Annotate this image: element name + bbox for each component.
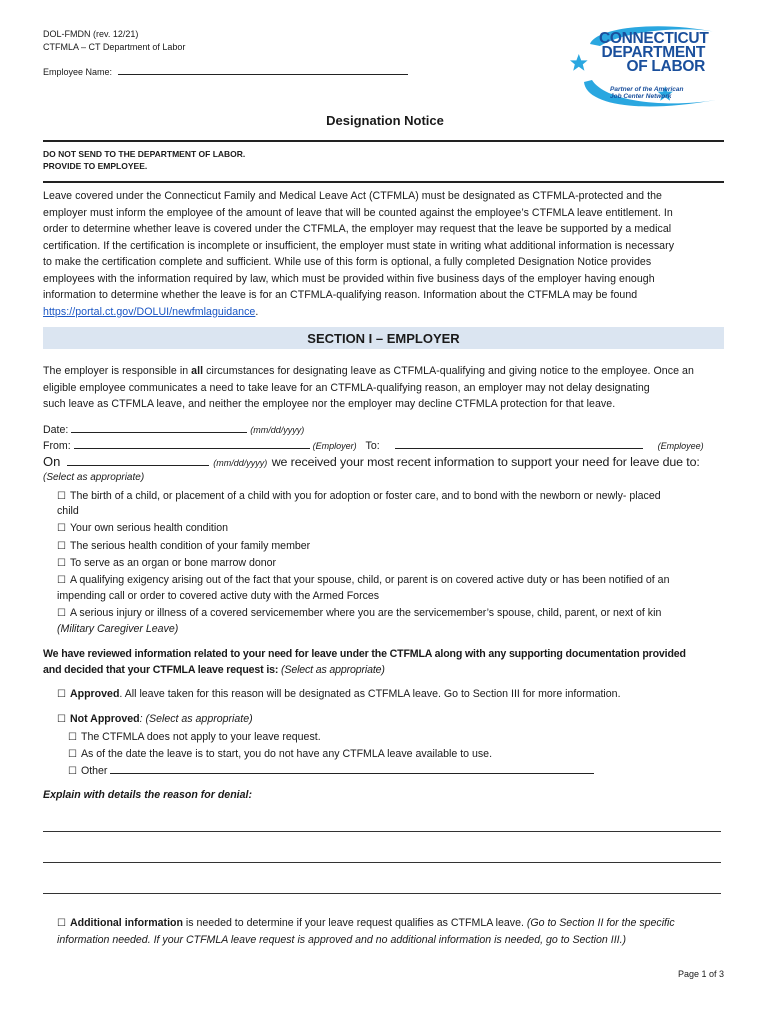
checkbox-icon[interactable]: ☐: [68, 766, 77, 777]
intro-line: employer must inform the employee of the amount of leave that will be counted against the employee’s CTFMLA leave entitlement. In: [43, 206, 673, 219]
section-1-heading: SECTION I – EMPLOYER: [307, 331, 460, 346]
para-emphasis: all: [191, 365, 204, 377]
reason-own-health[interactable]: [57, 520, 228, 537]
reason-continuation: (Military Caregiver Leave): [57, 623, 179, 635]
logo-line-2: DEPARTMENT: [601, 44, 705, 61]
reason-organ-donor[interactable]: [57, 555, 276, 572]
date-row: [43, 422, 304, 436]
denial-option-no-leave[interactable]: [68, 746, 492, 763]
other-reason-field[interactable]: [110, 763, 594, 774]
to-label: To:: [365, 440, 380, 452]
checkbox-icon[interactable]: ☐: [68, 732, 77, 743]
additional-hint: information needed. If your CTFMLA leave request is approved and no additional information is needed, go to Section III.): [57, 934, 627, 946]
intro-paragraph: [43, 188, 727, 320]
link-suffix: .: [255, 305, 259, 318]
reason-label: Your own serious health condition: [69, 522, 229, 534]
para-text: circumstances for designating leave as CTFMLA-qualifying and giving notice to the employee. Once an: [203, 365, 694, 377]
reason-label: The serious health condition of your family member: [69, 540, 311, 552]
additional-text: is needed to determine if your leave request qualifies as CTFMLA leave.: [182, 917, 527, 929]
top-divider: [43, 140, 724, 142]
checkbox-icon[interactable]: ☐: [57, 558, 66, 569]
from-label: From:: [43, 440, 71, 452]
intro-line: employees with the information required by law, which must be provided within five business days of the employer having enough: [43, 272, 655, 285]
employee-name-row: [43, 66, 408, 78]
approved-label: Approved: [69, 688, 120, 700]
checkbox-icon[interactable]: ☐: [57, 523, 66, 534]
checkbox-icon[interactable]: ☐: [57, 541, 66, 552]
reason-continuation: impending call or order to covered active duty with the Armed Forces: [57, 590, 380, 602]
review-line: and decided that your CTFMLA leave request is:: [43, 664, 279, 676]
denial-line-2[interactable]: [43, 862, 721, 863]
intro-line: information to determine whether the leave is for an CTFMLA-qualifying reason. Information about the CTFMLA may be found: [43, 289, 638, 301]
checkbox-icon[interactable]: ☐: [57, 491, 66, 502]
checkbox-icon[interactable]: ☐: [68, 749, 77, 760]
denial-option-label: As of the date the leave is to start, you do not have any CTFMLA leave available to use.: [80, 748, 493, 760]
approved-text: . All leave taken for this reason will be designated as CTFMLA leave. Go to Section III for more information.: [119, 688, 621, 700]
employee-hint: (Employee): [657, 441, 704, 451]
intro-line: to make the certification complete and sufficient. While use of this form is optional, a fully completed Designation Notice provides: [43, 256, 652, 268]
additional-label: Additional information: [69, 917, 183, 929]
denial-option-not-apply[interactable]: [68, 729, 321, 746]
ct-dol-logo: [566, 22, 726, 112]
not-approved-label: Not Approved: [69, 713, 140, 725]
review-line: We have reviewed information related to your need for leave under the CTFMLA along with any supporting documentation provided: [43, 648, 686, 660]
logo-line-3: OF LABOR: [626, 58, 705, 75]
intro-line: order to determine whether leave is covered under the CTFMLA, the employer may request that the leave be supported by a medical: [43, 223, 672, 235]
denial-option-label: Other: [80, 765, 108, 777]
on-date-hint: (mm/dd/yyyy): [213, 458, 268, 468]
checkbox-icon[interactable]: ☐: [57, 714, 66, 725]
reason-continuation: child: [57, 505, 79, 517]
reason-exigency[interactable]: [57, 572, 669, 589]
para-line: such leave as CTFMLA leave, and neither the employee nor the employer may decline CTFMLA protection for that leave.: [43, 398, 616, 410]
denial-line-1[interactable]: [43, 831, 721, 832]
on-text: we received your most recent information to support your need for leave due to:: [271, 455, 700, 469]
logo-line-1: CONNECTICUT: [599, 30, 709, 47]
checkbox-icon[interactable]: ☐: [57, 608, 66, 619]
logo-tagline-2: Job Center Network: [610, 93, 672, 100]
denial-option-label: The CTFMLA does not apply to your leave request.: [80, 731, 321, 743]
notice-line-1: DO NOT SEND TO THE DEPARTMENT OF LABOR.: [43, 149, 246, 159]
reason-family-health[interactable]: [57, 538, 310, 555]
intro-line: certification. If the certification is incomplete or insufficient, the employer must state in writing what additional information is necessary: [43, 239, 675, 252]
reason-servicemember[interactable]: [57, 605, 661, 622]
date-hint: (mm/dd/yyyy): [250, 425, 305, 435]
not-approved-option[interactable]: [57, 711, 253, 728]
notice-line-2: PROVIDE TO EMPLOYEE.: [43, 161, 148, 171]
page-title: Designation Notice: [326, 113, 444, 128]
denial-label: Explain with details the reason for denial:: [43, 789, 252, 801]
notice-block: [43, 148, 245, 172]
additional-hint: (Go to Section II for the specific: [526, 917, 675, 929]
checkbox-icon[interactable]: ☐: [57, 689, 66, 700]
additional-info-option[interactable]: [57, 915, 675, 948]
denial-option-other[interactable]: [68, 763, 594, 780]
agency-line: CTFMLA – CT Department of Labor: [43, 42, 186, 52]
page-number: Page 1 of 3: [678, 969, 725, 979]
date-field[interactable]: [71, 422, 247, 433]
checkbox-icon[interactable]: ☐: [57, 918, 66, 929]
section-1-paragraph: [43, 363, 727, 413]
approved-option[interactable]: [57, 686, 621, 703]
intro-line: Leave covered under the Connecticut Family and Medical Leave Act (CTFMLA) must be designated as CTFMLA-protected and the: [43, 190, 662, 202]
reason-label: A qualifying exigency arising out of the fact that your spouse, child, or parent is on covered active duty or has been notified of an: [69, 574, 670, 586]
review-statement: [43, 646, 686, 678]
employer-hint: (Employer): [312, 441, 357, 451]
employer-field[interactable]: [74, 438, 310, 449]
employee-field[interactable]: [395, 438, 643, 449]
from-to-row: [43, 438, 727, 452]
review-hint: (Select as appropriate): [281, 664, 385, 676]
section-1-band: [43, 327, 724, 349]
notice-divider: [43, 181, 724, 183]
para-text: The employer is responsible in: [43, 365, 192, 377]
checkbox-icon[interactable]: ☐: [57, 575, 66, 586]
guidance-link[interactable]: https://portal.ct.gov/DOLUI/newfmlaguidance: [43, 305, 256, 318]
employee-name-field[interactable]: [118, 74, 408, 75]
not-approved-hint: : (Select as appropriate): [139, 713, 253, 725]
on-date-field[interactable]: [67, 453, 209, 466]
on-label: On: [43, 454, 61, 469]
on-row: [43, 453, 700, 471]
para-line: eligible employee communicates a need to take leave for an CTFMLA-qualifying reason, an employer may not delay designating: [43, 381, 650, 394]
reason-label: The birth of a child, or placement of a child with you for adoption or foster care, and to bond with the newborn or newly- placed: [69, 490, 661, 502]
reason-birth[interactable]: [57, 488, 661, 505]
date-label: Date:: [43, 424, 69, 436]
denial-line-3[interactable]: [43, 893, 721, 894]
reason-label: A serious injury or illness of a covered servicemember where you are the servicemember’s spouse, child, parent, or next of kin: [69, 607, 662, 619]
select-hint: (Select as appropriate): [43, 472, 145, 483]
employee-name-label: Employee Name:: [43, 67, 113, 77]
form-id: DOL-FMDN (rev. 12/21): [43, 29, 139, 39]
reason-label: To serve as an organ or bone marrow donor: [69, 557, 277, 569]
logo-tagline-1: Partner of the American: [610, 86, 684, 93]
